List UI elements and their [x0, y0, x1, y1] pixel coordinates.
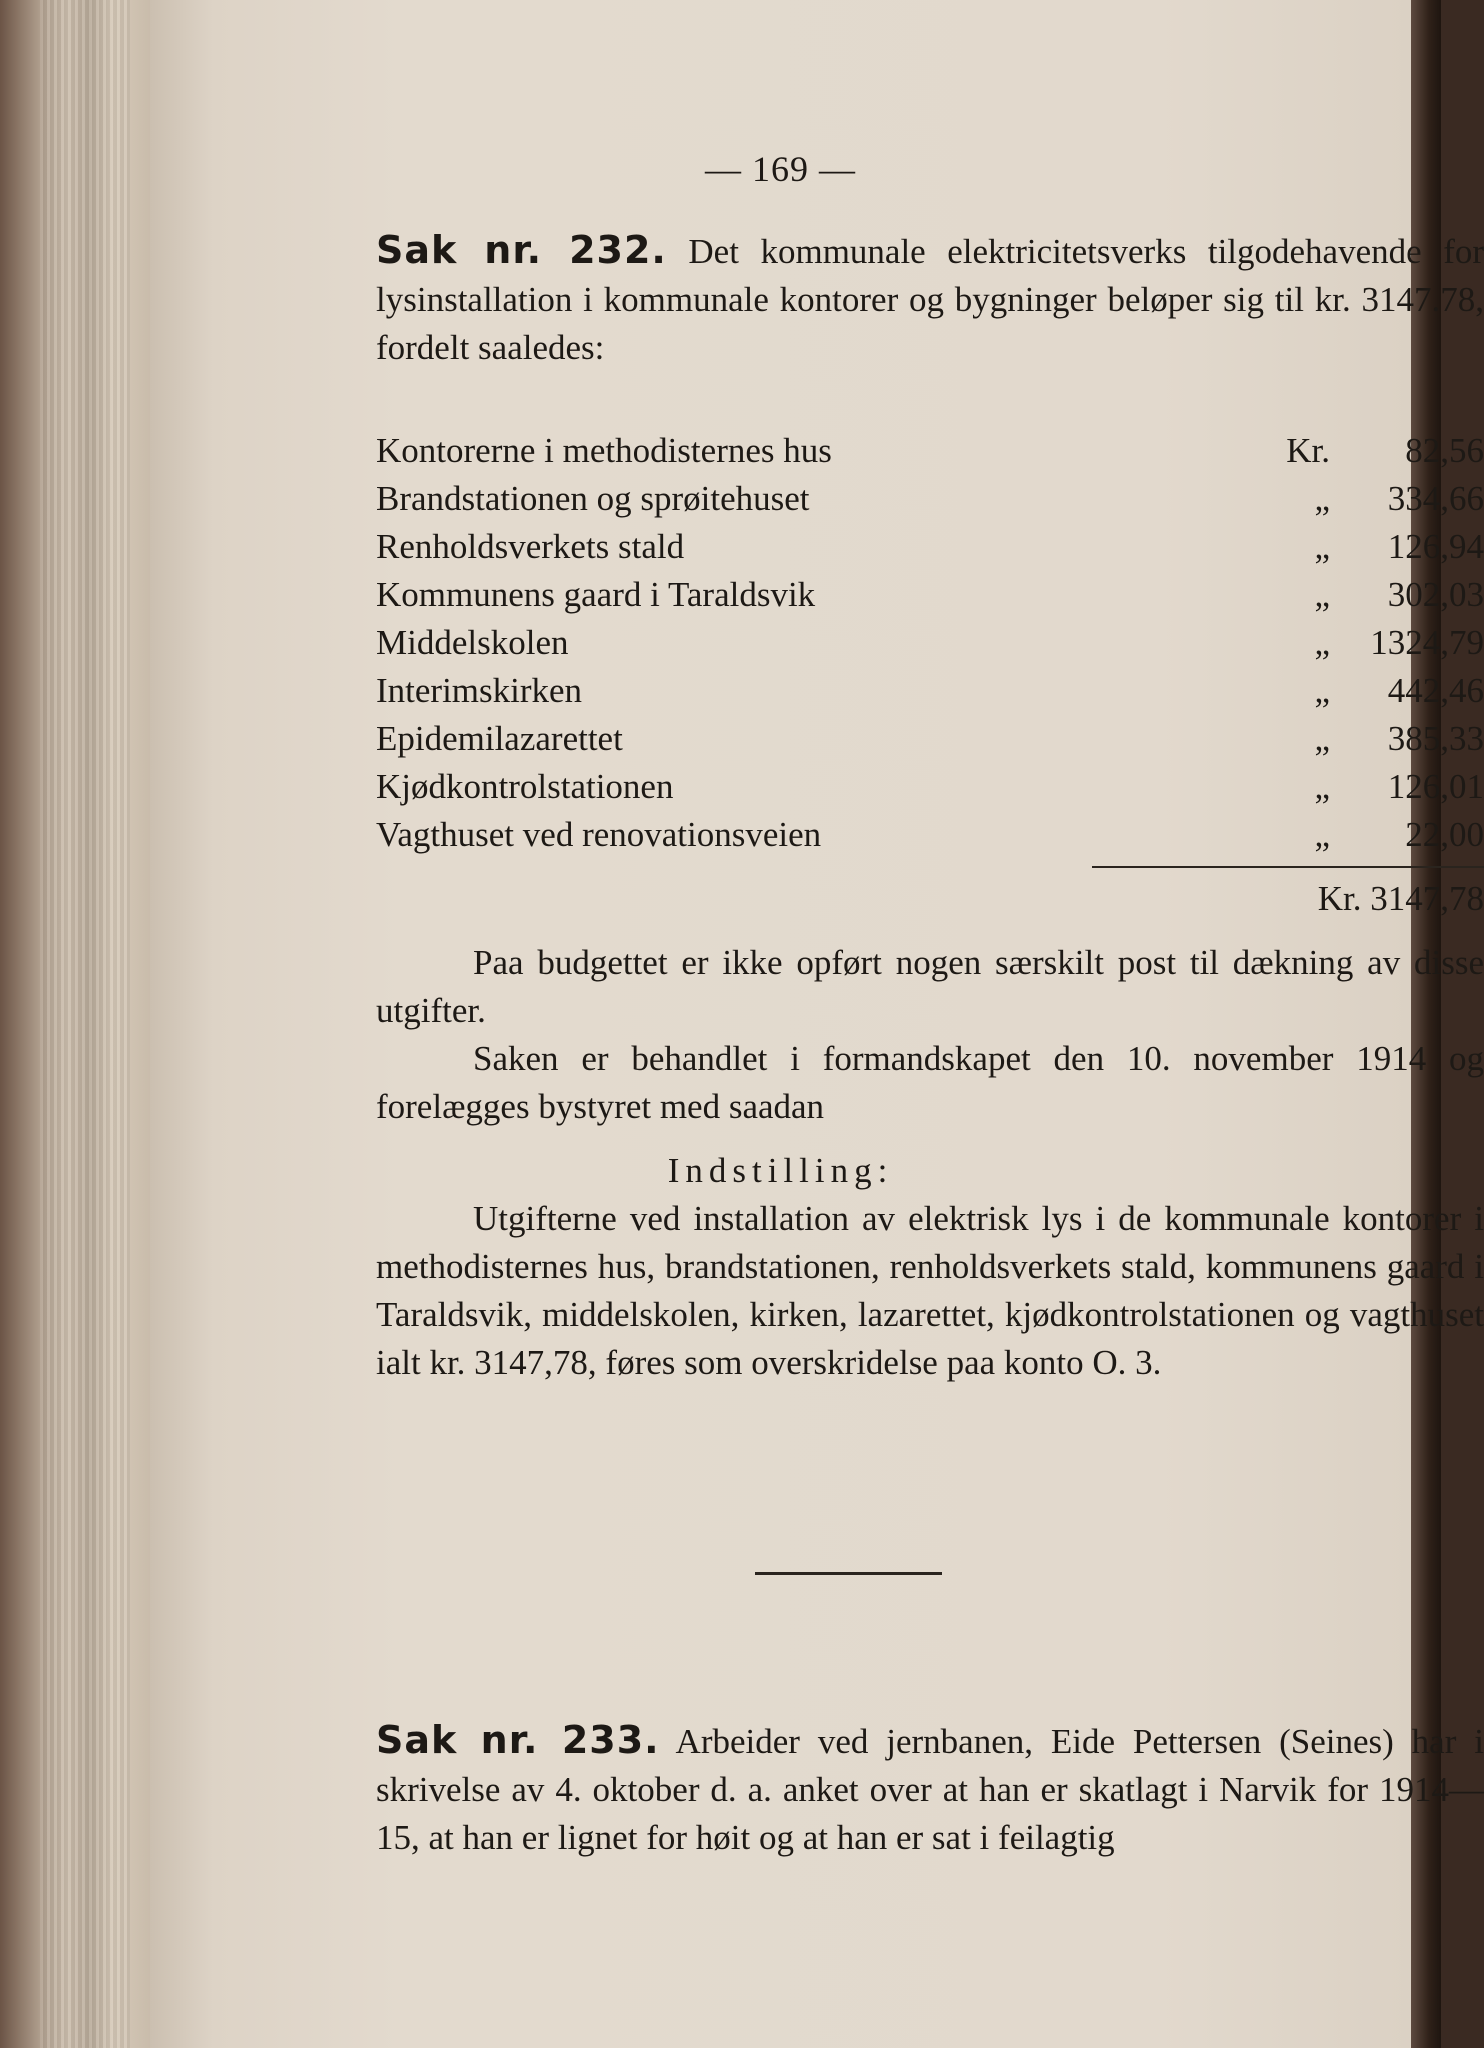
- sak-232-intro-text: Det kommunale elektricitetsverks tilgodehavende for lysinstallation i kommunale kontorer og bygninger beløper sig til kr. 3147.78, fordelt saaledes:: [376, 232, 1484, 367]
- row-unit: Kr.: [1286, 431, 1330, 470]
- row-amount: 334,66: [1387, 479, 1484, 518]
- row-unit: „: [1314, 575, 1330, 614]
- row-name: Brandstationen og sprøitehuset: [376, 479, 810, 518]
- table-row: [376, 523, 1484, 571]
- sak-233-label: Sak nr. 233.: [376, 1718, 660, 1762]
- row-name: Epidemilazarettet: [376, 719, 623, 758]
- row-unit: „: [1314, 623, 1330, 662]
- indstilling-heading: Indstilling:: [667, 1151, 894, 1190]
- row-unit: „: [1314, 815, 1330, 854]
- book-binding-edge: [0, 0, 150, 2048]
- row-name: Renholdsverkets stald: [376, 527, 685, 566]
- row-name: Interimskirken: [376, 671, 583, 710]
- row-name: Middelskolen: [376, 623, 569, 662]
- row-name: Vagthuset ved renovationsveien: [376, 815, 822, 854]
- row-name: Kommunens gaard i Taraldsvik: [376, 575, 816, 614]
- table-row: [376, 475, 1484, 523]
- table-row: [376, 427, 1484, 475]
- row-amount: 22,00: [1405, 815, 1484, 854]
- page-number: — 169 —: [705, 149, 856, 189]
- row-amount: 82,56: [1405, 431, 1484, 470]
- row-name: Kontorerne i methodisternes hus: [376, 431, 832, 470]
- budget-paragraph: Paa budgettet er ikke opført nogen særskilt post til dækning av disse utgifter.: [376, 943, 1484, 1030]
- total-rule: [1092, 866, 1484, 868]
- row-unit: „: [1314, 527, 1330, 566]
- sak-233-intro-paragraph: [376, 1716, 1484, 1862]
- sak-233-intro-text: Arbeider ved jernbanen, Eide Pettersen (Seines) har i skrivelse av 4. oktober d. a. anket over at han er skatlagt i Narvik for 1914—15, at han er lignet for høit og at han er sat i feilagtig: [376, 1722, 1484, 1857]
- treatment-paragraph: Saken er behandlet i formandskapet den 10. november 1914 og forelægges bystyret med saadan: [376, 1039, 1484, 1126]
- table-row: [376, 619, 1484, 667]
- row-name: Kjødkontrolstationen: [376, 767, 674, 806]
- row-amount: 442,46: [1387, 671, 1484, 710]
- row-amount: 126,01: [1387, 767, 1484, 806]
- table-row: [376, 811, 1484, 859]
- table-row: [376, 715, 1484, 763]
- row-unit: „: [1314, 767, 1330, 806]
- sak-232-label: Sak nr. 232.: [376, 228, 667, 272]
- table-total: Kr. 3147,78: [1317, 879, 1484, 918]
- table-row: [376, 667, 1484, 715]
- row-amount: 126,94: [1387, 527, 1484, 566]
- section-separator: [755, 1572, 942, 1575]
- document-page: [150, 0, 1484, 2048]
- sak-232-intro-paragraph: [376, 226, 1484, 372]
- row-unit: „: [1314, 479, 1330, 518]
- row-amount: 302,03: [1387, 575, 1484, 614]
- row-amount: 385,33: [1387, 719, 1484, 758]
- row-amount: 1324,79: [1370, 623, 1484, 662]
- table-total-row: [376, 875, 1484, 923]
- row-unit: „: [1314, 719, 1330, 758]
- table-row: [376, 763, 1484, 811]
- resolution-paragraph: Utgifterne ved installation av elektrisk lys i de kommunale kontorer i methodisternes hus, brandstationen, renholdsverkets stald, kommunens gaard i Taraldsvik, middelskolen, kirken, lazarettet, kjødkontrolstationen og vagthuset ialt kr. 3147,78, føres som overskridelse paa konto O. 3.: [376, 1199, 1484, 1382]
- table-row: [376, 571, 1484, 619]
- row-unit: „: [1314, 671, 1330, 710]
